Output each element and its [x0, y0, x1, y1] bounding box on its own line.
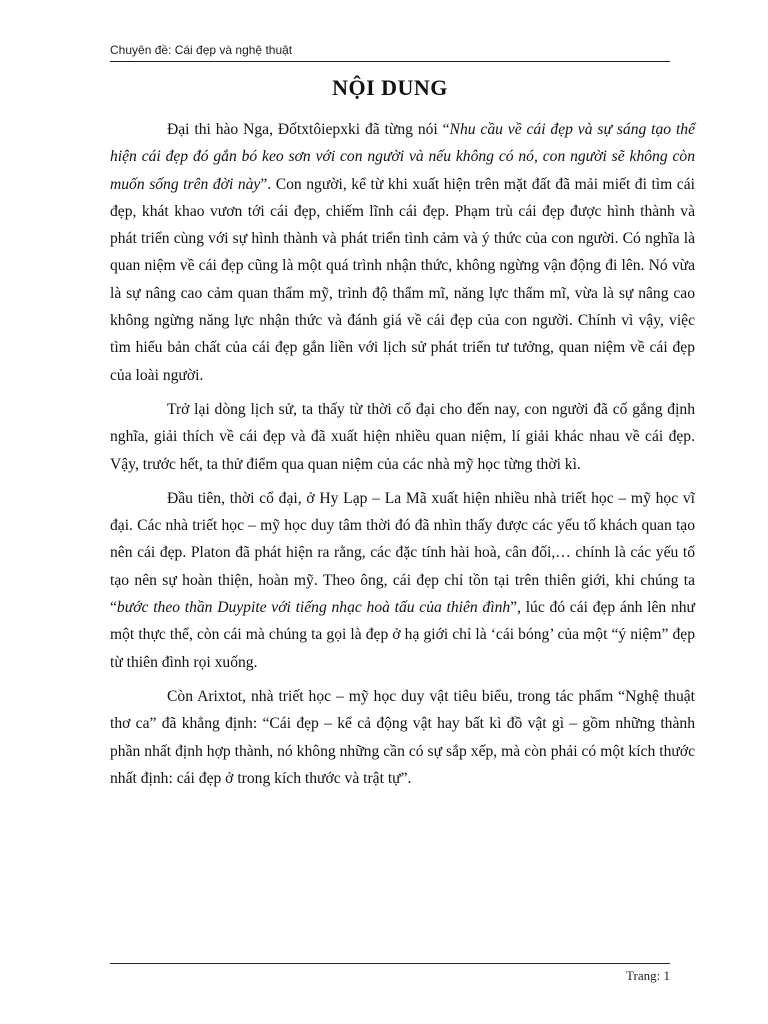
paragraph-3-lead: Đầu tiên, thời cổ đại, ở Hy Lạp – La Mã xuất hiện nhiều nhà triết học – mỹ học vĩ đại. Các nhà triết học – mỹ học duy tâm thời đó đã nhìn thấy được các yếu tố khách quan tạo nên cái đẹp. Platon đã phát hiện ra rằng, các đặc tính hài hoà, cân đối,… chính là các yếu tố tạo nên sự hoàn thiện, hoàn mỹ. Theo ông, cái đẹp chỉ tồn tại trên thiên giới, khi chúng ta “	[110, 489, 695, 617]
paragraph-3-rest: ”, lúc đó cái đẹp ánh lên như một thực thể, còn cái mà chúng ta gọi là đẹp ở hạ giới chỉ là ‘cái bóng’ của một “ý niệm” đẹp từ thiên đình rọi xuống.	[110, 599, 695, 671]
page-number: Trang: 1	[626, 968, 670, 983]
paragraph-1-rest: ”. Con người, kể từ khi xuất hiện trên mặt đất đã mải miết đi tìm cái đẹp, khát khao vươn tới cái đẹp, chiếm lĩnh cái đẹp. Phạm trù cái đẹp được hình thành và phát triển cùng với sự hình thành và phát triển tình cảm và ý thức của con người. Có nghĩa là quan niệm về cái đẹp cũng là một quá trình nhận thức, không ngừng vận động đi lên. Nó vừa là sự nâng cao cảm quan thẩm mỹ, trình độ thẩm mĩ, năng lực thẩm mĩ, vừa là sự nâng cao không ngừng năng lực nhận thức và đánh giá về cái đẹp của con người. Chính vì vậy, việc tìm hiểu bản chất của cái đẹp gắn liền với lịch sử phát triển tư tưởng, quan niệm về cái đẹp của loài người.	[110, 175, 695, 384]
paragraph-1	[110, 116, 695, 389]
paragraph-4: Còn Arixtot, nhà triết học – mỹ học duy vật tiêu biểu, trong tác phẩm “Nghệ thuật thơ ca” đã khẳng định: “Cái đẹp – kể cả động vật hay bất kì đồ vật gì – gồm những thành phần nhất định hợp thành, nó không những cần có sự sắp xếp, mà còn phải có một kích thước nhất định: cái đẹp ở trong kích thước và trật tự”.	[110, 687, 695, 787]
paragraph-3	[110, 485, 695, 676]
body-text	[110, 116, 695, 799]
paragraph-3-quote: bước theo thần Duypite với tiếng nhạc hoà tấu của thiên đình	[116, 599, 511, 617]
paragraph-2: Trở lại dòng lịch sử, ta thấy từ thời cổ đại cho đến nay, con người đã cố gắng định nghĩa, giải thích về cái đẹp và đã xuất hiện nhiều quan niệm, lí giải khác nhau về cái đẹp. Vậy, trước hết, ta thử điểm qua quan niệm của các nhà mỹ học từng thời kì.	[110, 400, 695, 473]
running-header: Chuyên đề: Cái đẹp và nghệ thuật	[110, 42, 670, 62]
paragraph-1-lead: Đại thi hào Nga, Đốtxtôiepxki đã từng nói “	[167, 121, 450, 138]
paragraph-1-quote: Nhu cầu về cái đẹp và sự sáng tạo thể hiện cái đẹp đó gắn bó keo sơn với con người và nếu không có nó, con người sẽ không còn muốn sống trên đời này	[110, 121, 695, 193]
page-title: NỘI DUNG	[332, 75, 448, 100]
footer-divider	[110, 963, 670, 964]
